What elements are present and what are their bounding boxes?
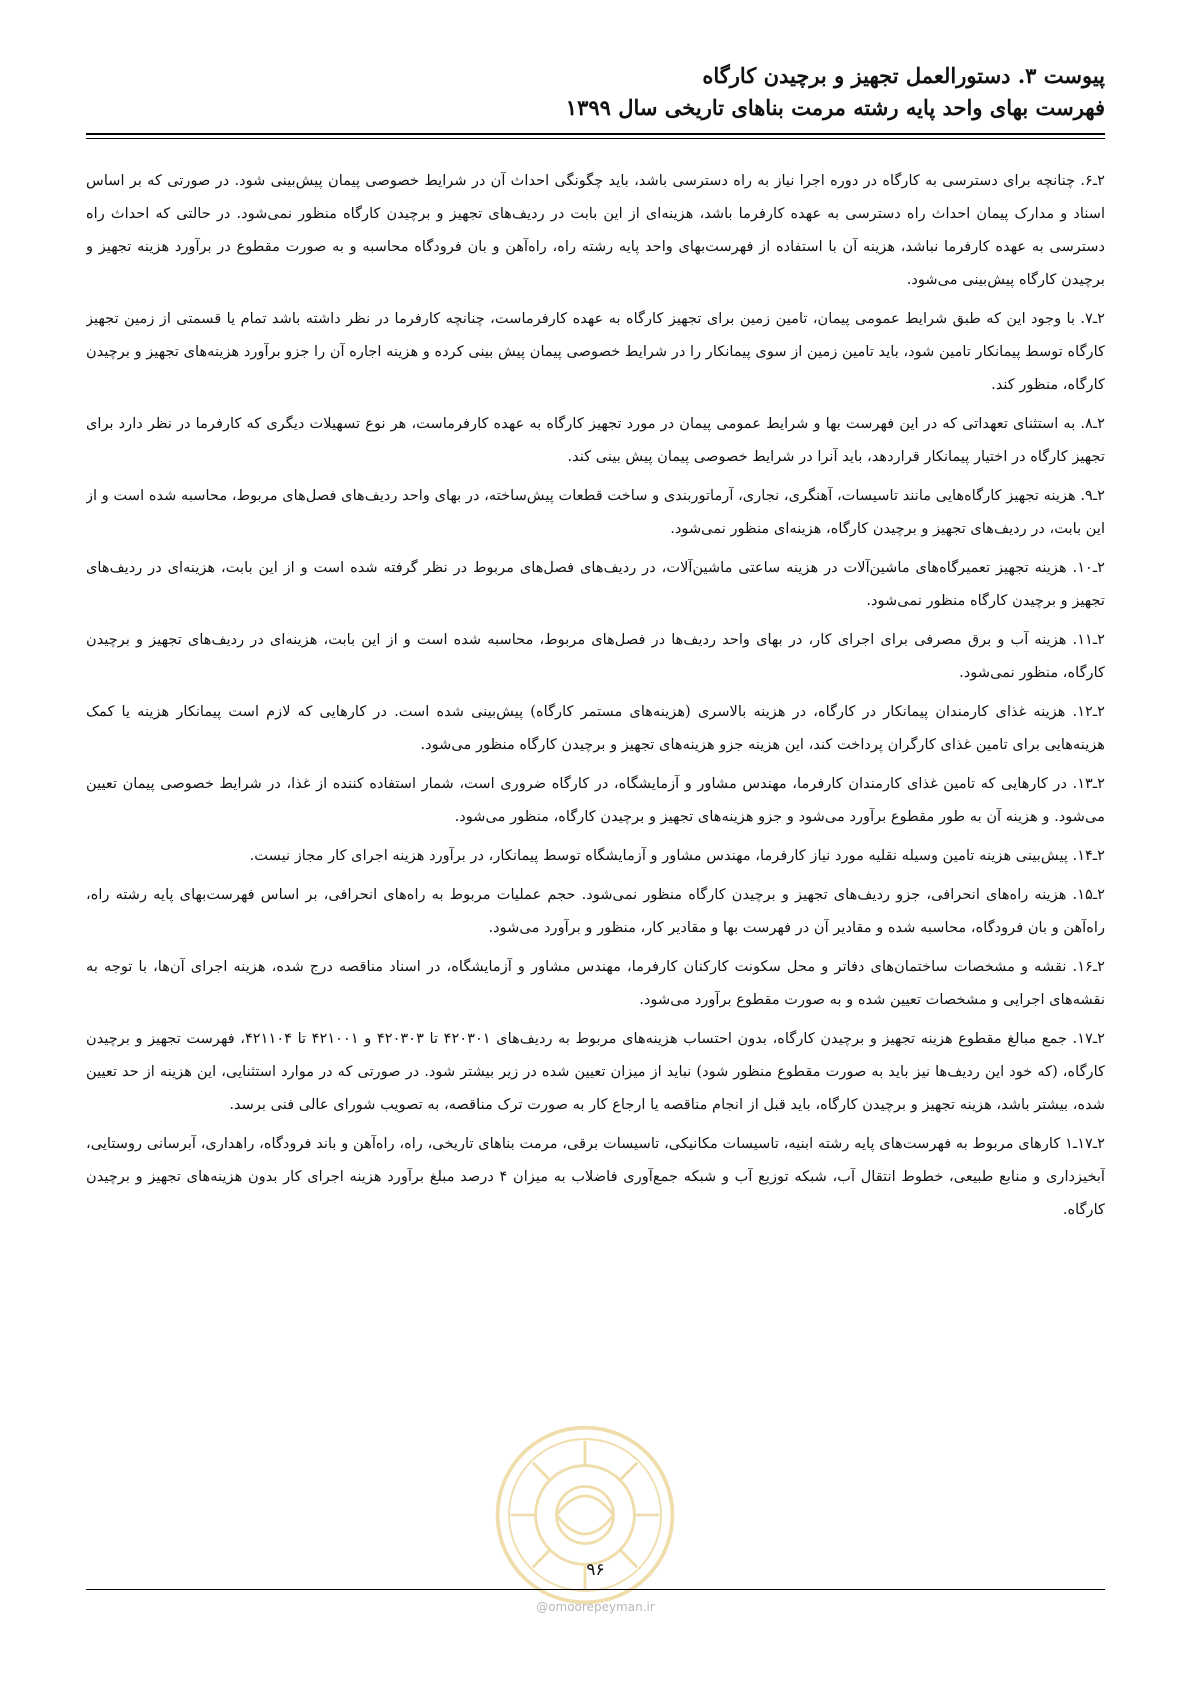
document-subtitle: فهرست بهای واحد پایه رشته مرمت بناهای تاریخی سال ۱۳۹۹: [565, 95, 1105, 120]
header-rule-thick: [86, 133, 1105, 135]
paragraph-2-9: ۲ـ۹. هزینه تجهیز کارگاه‌هایی مانند تاسیسات، آهنگری، نجاری، آرماتوربندی و ساخت قطعات پیش‌ساخته، در بهای واحد ردیف‌های فصل‌های مربوط، محاسبه شده است و از این بابت، در ردیف‌های تجهیز و برچیدن کارگاه، هزینه‌ای منظور نمی‌شود.: [86, 487, 1105, 537]
paragraph-2-15: ۲ـ۱۵. هزینه راه‌های انحرافی، جزو ردیف‌های تجهیز و برچیدن کارگاه منظور نمی‌شود. حجم عملیات مربوط به راه‌های انحرافی، بر اساس فهرست‌بهای پایه رشته راه، راه‌آهن و بان فرودگاه، محاسبه شده و مقادیر آن در فهرست بها و مقادیر کار، منظور و برآورد می‌شود.: [86, 886, 1105, 936]
paragraph-2-10: ۲ـ۱۰. هزینه تجهیز تعمیرگاه‌های ماشین‌آلات در هزینه ساعتی ماشین‌آلات، در ردیف‌های فصل‌های مربوط در نظر گرفته شده است و از این بابت، هزینه‌ای در ردیف‌های تجهیز و برچیدن کارگاه منظور نمی‌شود.: [86, 559, 1105, 609]
page-number: ۹۶: [586, 1560, 605, 1580]
paragraph-2-13: ۲ـ۱۳. در کارهایی که تامین غذای کارمندان کارفرما، مهندس مشاور و آزمایشگاه، در کارگاه ضروری است، شمار استفاده کننده از غذا، در شرایط خصوصی پیمان تعیین می‌شود. و هزینه آن به طور مقطوع برآورد می‌شود و جزو هزینه‌های تجهیز و برچیدن کارگاه، منظور می‌شود.: [86, 775, 1105, 825]
watermark-text: @omoorepeyman.ir: [536, 1600, 655, 1614]
paragraph-2-7: ۲ـ۷. با وجود این که طبق شرایط عمومی پیمان، تامین زمین برای تجهیز کارگاه به عهده کارفرماست، چنانچه کارفرما در نظر داشته باشد تمام یا قسمتی از زمین تجهیز کارگاه توسط پیمانکار تامین شود، باید تامین زمین از سوی پیمانکار را در شرایط خصوصی پیمان پیش بینی کرده و هزینه اجاره آن را جزو برآورد هزینه‌های تجهیز و برچیدن کارگاه، منظور کند.: [86, 310, 1105, 393]
header-rule-thin: [86, 138, 1105, 139]
paragraph-2-8: ۲ـ۸. به استثنای تعهداتی که در این فهرست بها و شرایط عمومی پیمان در مورد تجهیز کارگاه به عهده کارفرماست، هر نوع تسهیلات دیگری که کارفرما در نظر دارد برای تجهیز کارگاه در اختیار پیمانکار قراردهد، باید آنرا در شرایط خصوصی پیمان پیش بینی کند.: [86, 415, 1105, 465]
footer-rule: [86, 1589, 1105, 1590]
document-body: [86, 164, 1105, 1549]
page-header: [86, 60, 1105, 124]
paragraph-2-12: ۲ـ۱۲. هزینه غذای کارمندان پیمانکار در کارگاه، در هزینه بالاسری (هزینه‌های مستمر کارگاه) پیش‌بینی شده است. در کارهایی که لازم است پیمانکار هزینه یا کمک هزینه‌هایی برای تامین غذای کارگران پرداخت کند، این هزینه جزو هزینه‌های تجهیز و برچیدن کارگاه منظور می‌شود.: [86, 703, 1105, 753]
paragraph-2-17-1: ۲ـ۱۷ـ۱ کارهای مربوط به فهرست‌های پایه رشته ابنیه، تاسیسات مکانیکی، تاسیسات برقی، مرمت بناهای تاریخی، راه، راه‌آهن و باند فرودگاه، راهداری، آبرسانی روستایی، آبخیزداری و منابع طبیعی، خطوط انتقال آب، شبکه توزیع آب و شبکه جمع‌آوری فاضلاب به میزان ۴ درصد مبلغ برآورد هزینه اجرای کار بدون هزینه‌های تجهیز و برچیدن کارگاه.: [86, 1135, 1105, 1218]
paragraph-2-14: ۲ـ۱۴. پیش‌بینی هزینه تامین وسیله نقلیه مورد نیاز کارفرما، مهندس مشاور و آزمایشگاه توسط پیمانکار، در برآورد هزینه اجرای کار مجاز نیست.: [249, 847, 1105, 864]
paragraph-2-17: ۲ـ۱۷. جمع مبالغ مقطوع هزینه تجهیز و برچیدن کارگاه، بدون احتساب هزینه‌های مربوط به ردیف‌های ۴۲۰۳۰۱ تا ۴۲۰۳۰۳ و ۴۲۱۰۰۱ تا ۴۲۱۱۰۴، فهرست تجهیز و برچیدن کارگاه، (که خود این ردیف‌ها نیز باید به صورت مقطوع منظور شود) نباید از میزان تعیین شده در زیر بیشتر شود. در صورتی که در موارد استثنایی، این هزینه از حد تعیین شده، بیشتر باشد، هزینه تجهیز و برچیدن کارگاه، باید قبل از انجام مناقصه یا ارجاع کار به صورت ترک مناقصه، به تصویب شورای عالی فنی برسد.: [86, 1030, 1105, 1113]
document-title: پیوست ۳. دستورالعمل تجهیز و برچیدن کارگاه: [702, 63, 1105, 88]
paragraph-2-16: ۲ـ۱۶. نقشه و مشخصات ساختمان‌های دفاتر و محل سکونت کارکنان کارفرما، مهندس مشاور و آزمایشگاه، در اسناد مناقصه درج شده، هزینه اجرای آن‌ها، با توجه به نقشه‌های اجرایی و مشخصات تعیین شده و به صورت مقطوع برآورد می‌شود.: [86, 958, 1105, 1008]
paragraph-2-11: ۲ـ۱۱. هزینه آب و برق مصرفی برای اجرای کار، در بهای واحد ردیف‌ها در فصل‌های مربوط، محاسبه شده است و از این بابت، هزینه‌ای در ردیف‌های تجهیز و برچیدن کارگاه، منظور نمی‌شود.: [86, 631, 1105, 681]
paragraph-2-6: ۲ـ۶. چنانچه برای دسترسی به کارگاه در دوره اجرا نیاز به راه دسترسی باشد، باید چگونگی احداث آن در شرایط خصوصی پیمان پیش‌بینی شود. در صورتی که بر اساس اسناد و مدارک پیمان احداث راه دسترسی به عهده کارفرما باشد، هزینه‌ای از این بابت در ردیف‌های تجهیز و برچیدن کارگاه منظور نمی‌شود. در حالتی که احداث راه دسترسی به عهده کارفرما نباشد، هزینه آن با استفاده از فهرست‌بهای واحد پایه رشته راه، راه‌آهن و بان فرودگاه محاسبه و به صورت مقطوع در برآورد هزینه تجهیز و برچیدن کارگاه پیش‌بینی می‌شود.: [86, 172, 1105, 288]
